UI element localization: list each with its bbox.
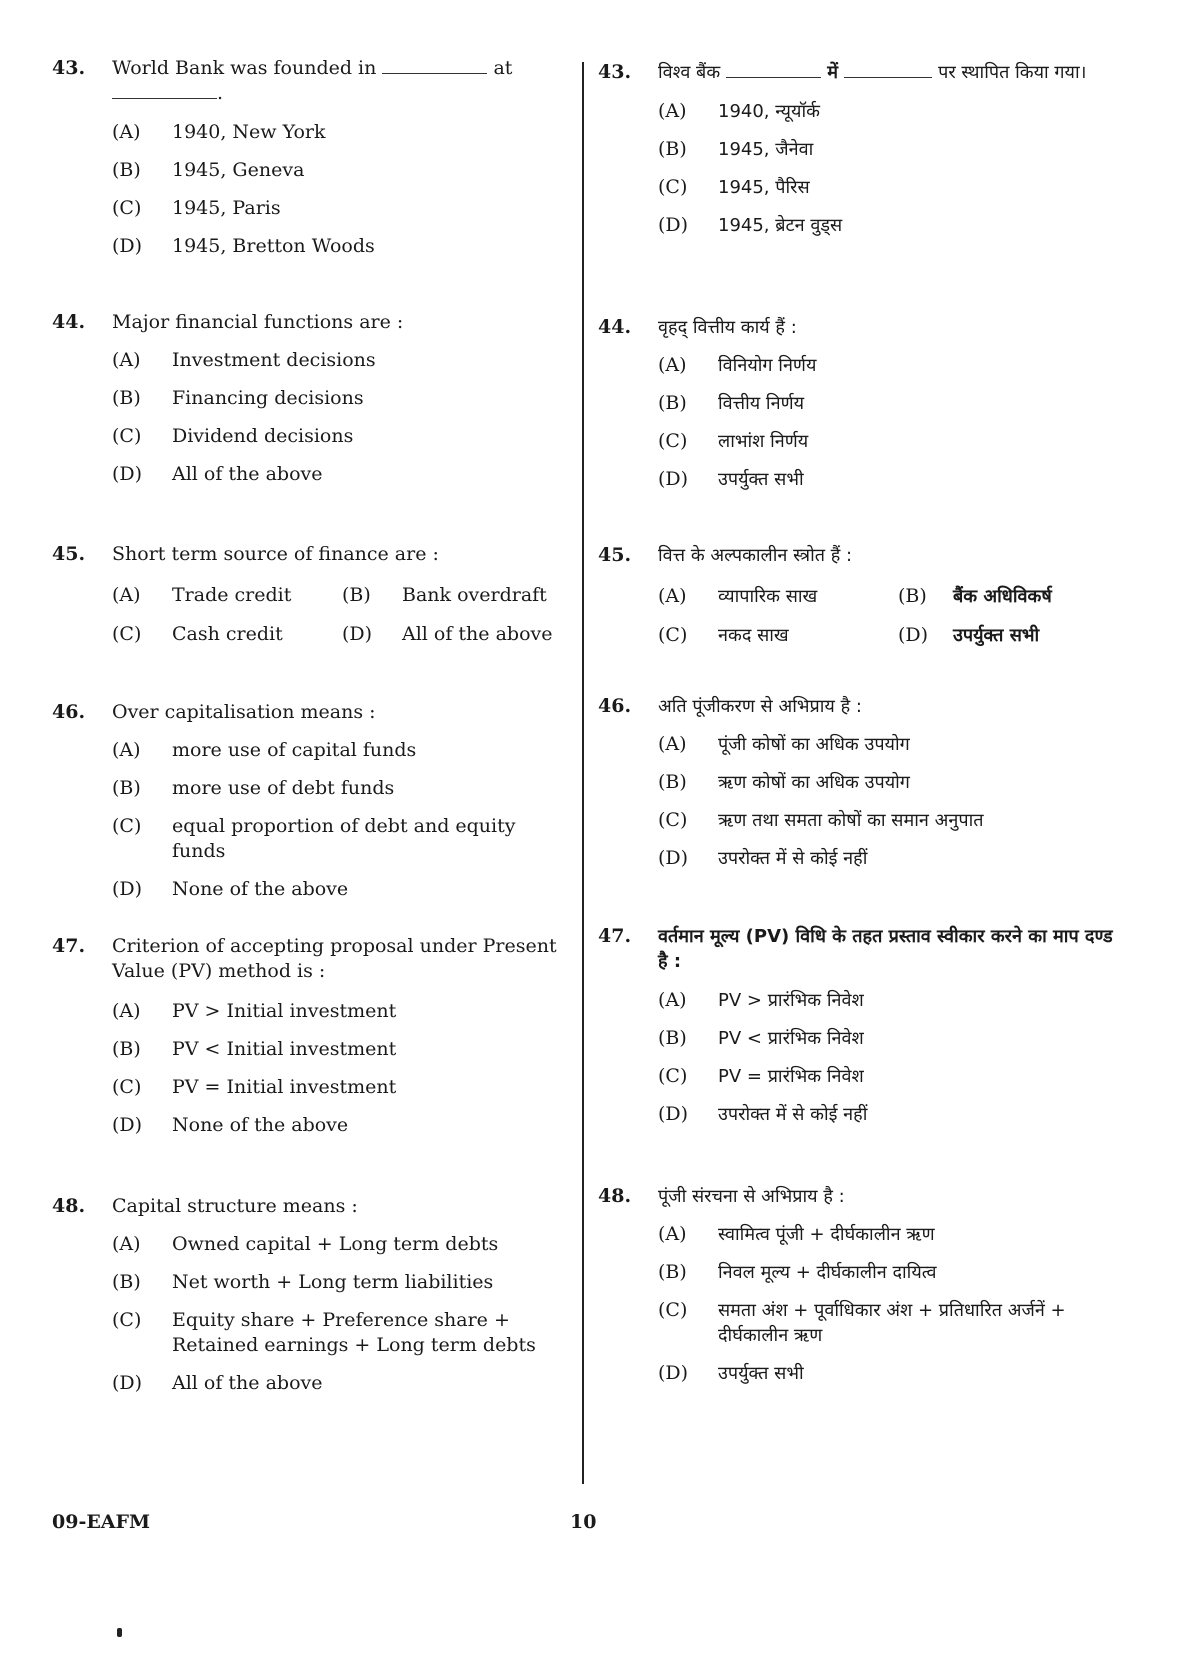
question-stem: [52, 700, 567, 725]
option-key: (C): [658, 624, 688, 646]
question-number: 44.: [598, 316, 632, 338]
option-key: (D): [658, 1103, 689, 1125]
option-key: (B): [658, 392, 687, 414]
option-key: (A): [658, 100, 687, 122]
option-text: ऋण तथा समता कोषों का समान अनुपात: [718, 810, 984, 831]
question-number: 48.: [598, 1185, 632, 1207]
option-text: 1945, जैनेवा: [718, 139, 814, 160]
option-key: (A): [658, 989, 687, 1011]
option: [598, 770, 1118, 795]
option-key: (D): [112, 235, 143, 257]
option-text: Dividend decisions: [172, 425, 354, 447]
option-text: उपर्युक्त सभी: [718, 469, 804, 490]
question-46-en: [52, 700, 567, 902]
option: [598, 175, 1118, 200]
answer-blank: [112, 82, 217, 99]
option-key: (C): [658, 809, 688, 831]
question-stem: [598, 315, 1118, 340]
option: [52, 776, 567, 801]
option-key: (B): [112, 387, 141, 409]
option: [598, 213, 1118, 238]
question-text: वृहद् वित्तीय कार्य हैं :: [658, 317, 797, 338]
option-key: (D): [658, 468, 689, 490]
question-text: विश्व बैंक: [658, 62, 721, 83]
question-stem: [598, 543, 1118, 568]
option: [598, 353, 1118, 378]
option-text: PV > Initial investment: [172, 1000, 397, 1022]
question-text: अति पूंजीकरण से अभिप्राय है :: [658, 696, 862, 717]
option: [52, 814, 567, 864]
option-key: (A): [112, 1233, 141, 1255]
option-key: (B): [658, 1261, 687, 1283]
question-stem: [598, 60, 1118, 85]
option: [52, 348, 567, 373]
question-48-hi: [598, 1184, 1118, 1386]
option-row: [598, 584, 1118, 609]
question-number: 46.: [598, 695, 632, 717]
option-text: विनियोग निर्णय: [718, 355, 817, 376]
option-key: (B): [898, 585, 927, 607]
option: [598, 1102, 1118, 1127]
question-stem: [598, 1184, 1118, 1209]
option-text: None of the above: [172, 878, 349, 900]
option-row: [598, 623, 1118, 648]
option: [52, 1308, 567, 1358]
option-text: Equity share + Preference share + Retained earnings + Long term debts: [172, 1309, 536, 1356]
option-text: None of the above: [172, 1114, 349, 1136]
option-key: (A): [112, 349, 141, 371]
option-text: All of the above: [172, 463, 323, 485]
option-key: (B): [112, 1038, 141, 1060]
answer-blank: [382, 57, 487, 74]
option-text: more use of capital funds: [172, 739, 417, 761]
question-number: 47.: [52, 935, 86, 957]
option: [52, 1371, 567, 1396]
ink-mark: [117, 1628, 122, 1637]
option-key: (C): [112, 1076, 142, 1098]
option-text: equal proportion of debt and equity funds: [172, 815, 516, 862]
option-text: उपरोक्त में से कोई नहीं: [718, 1104, 868, 1125]
option-text: लाभांश निर्णय: [718, 431, 809, 452]
option: [598, 1260, 1118, 1285]
question-stem: [52, 1194, 567, 1219]
option-key: (B): [658, 138, 687, 160]
option: [52, 1075, 567, 1100]
option-key: (D): [342, 623, 373, 645]
option-text: 1945, ब्रेटन वुड्स: [718, 215, 843, 236]
question-text: में: [827, 62, 839, 83]
option-text: PV > प्रारंभिक निवेश: [718, 990, 864, 1011]
question-47-en: [52, 934, 567, 1138]
option-key: (A): [658, 585, 687, 607]
option: [52, 877, 567, 902]
question-43-hi: [598, 60, 1118, 238]
question-stem: 43. World Bank was founded in at .: [52, 57, 513, 104]
option: [598, 1026, 1118, 1051]
question-number: 45.: [598, 544, 632, 566]
option: [52, 738, 567, 763]
question-number: 45.: [52, 543, 86, 565]
option-row: [52, 583, 567, 608]
question-text: पूंजी संरचना से अभिप्राय है :: [658, 1186, 845, 1207]
question-text: पर स्थापित किया गया।: [938, 62, 1087, 83]
option: [598, 1222, 1118, 1247]
question-46-hi: [598, 694, 1118, 871]
option-key: (B): [658, 771, 687, 793]
option-text: Trade credit: [172, 584, 292, 606]
question-number: 43.: [598, 61, 632, 83]
option-key: (B): [112, 777, 141, 799]
question-stem: [52, 542, 567, 567]
option-text: Net worth + Long term liabilities: [172, 1271, 494, 1293]
option-key: (A): [112, 739, 141, 761]
option-row: [52, 622, 567, 647]
question-45-en: [52, 542, 567, 647]
option: [52, 1232, 567, 1257]
option-key: (A): [658, 1223, 687, 1245]
question-47-hi: [598, 924, 1118, 1127]
answer-blank: [844, 61, 932, 78]
option-text: 1945, पैरिस: [718, 177, 810, 198]
option: [598, 1298, 1118, 1348]
question-text: World Bank was founded in: [112, 57, 377, 79]
option-text: निवल मूल्य + दीर्घकालीन दायित्व: [718, 1262, 937, 1283]
question-number: 47.: [598, 925, 632, 947]
option: [52, 386, 567, 411]
option: [52, 1270, 567, 1295]
option-text: व्यापारिक साख: [718, 586, 818, 607]
option-text: PV = Initial investment: [172, 1076, 397, 1098]
option-key: (B): [342, 584, 371, 606]
question-43-en: [52, 56, 567, 259]
option-text: Cash credit: [172, 623, 283, 645]
question-stem: [52, 934, 567, 984]
option-text: उपरोक्त में से कोई नहीं: [718, 848, 868, 869]
option: [598, 391, 1118, 416]
question-stem: [598, 694, 1118, 719]
option-text: PV < Initial investment: [172, 1038, 397, 1060]
option-key: (C): [658, 1065, 688, 1087]
question-text: Capital structure means :: [112, 1195, 358, 1217]
question-44-en: [52, 310, 567, 487]
question-number: 43.: [52, 57, 86, 79]
option-text: ऋण कोषों का अधिक उपयोग: [718, 772, 910, 793]
option-text: वित्तीय निर्णय: [718, 393, 805, 414]
option-text: more use of debt funds: [172, 777, 395, 799]
question-48-en: [52, 1194, 567, 1396]
option-key: (D): [112, 1372, 143, 1394]
page-number: 10: [570, 1511, 597, 1533]
option: [52, 1037, 567, 1062]
option-text: नकद साख: [718, 625, 789, 646]
question-text: Short term source of finance are :: [112, 543, 439, 565]
option-text: Financing decisions: [172, 387, 364, 409]
option-text: उपर्युक्त सभी: [718, 1363, 804, 1384]
option: [598, 808, 1118, 833]
option-key: (D): [658, 847, 689, 869]
answer-blank: [726, 61, 821, 78]
option-text: समता अंश + पूर्वाधिकार अंश + प्रतिधारित अर्जनें + दीर्घकालीन ऋण: [718, 1300, 1066, 1346]
option: [598, 1064, 1118, 1089]
option-key: (D): [112, 1114, 143, 1136]
question-text: Over capitalisation means :: [112, 701, 376, 723]
option: [52, 196, 567, 221]
option: [598, 429, 1118, 454]
option: [52, 120, 567, 145]
option: [598, 988, 1118, 1013]
option-key: (D): [658, 1362, 689, 1384]
option-text: बैंक अधिविकर्ष: [953, 586, 1052, 607]
paper-code: 09-EAFM: [52, 1511, 151, 1533]
option: [598, 137, 1118, 162]
option-text: 1940, न्यूयॉर्क: [718, 101, 820, 122]
option-text: PV = प्रारंभिक निवेश: [718, 1066, 864, 1087]
option: [598, 1361, 1118, 1386]
question-text: Criterion of accepting proposal under Present Value (PV) method is :: [112, 935, 557, 982]
option-text: स्वामित्व पूंजी + दीर्घकालीन ऋण: [718, 1224, 935, 1245]
option-key: (B): [658, 1027, 687, 1049]
option-text: Bank overdraft: [402, 584, 547, 606]
option-key: (A): [112, 1000, 141, 1022]
option: [598, 99, 1118, 124]
question-text: वित्त के अल्पकालीन स्त्रोत हैं :: [658, 545, 853, 566]
question-text: Major financial functions are :: [112, 311, 404, 333]
question-stem: [598, 924, 1118, 974]
option: [52, 1113, 567, 1138]
option: [598, 467, 1118, 492]
question-number: 46.: [52, 701, 86, 723]
question-text: at: [493, 57, 513, 79]
option-key: (A): [112, 121, 141, 143]
question-45-hi: [598, 543, 1118, 648]
column-divider: [582, 62, 584, 1484]
option-key: (D): [112, 463, 143, 485]
option-text: 1945, Paris: [172, 197, 281, 219]
question-44-hi: [598, 315, 1118, 492]
option: [52, 999, 567, 1024]
option-text: 1945, Geneva: [172, 159, 305, 181]
option-key: (D): [112, 878, 143, 900]
option-key: (C): [658, 430, 688, 452]
option-key: (A): [112, 584, 141, 606]
option: [598, 846, 1118, 871]
option-text: 1940, New York: [172, 121, 326, 143]
option-text: पूंजी कोषों का अधिक उपयोग: [718, 734, 910, 755]
option-key: (C): [112, 815, 142, 837]
option-text: All of the above: [172, 1372, 323, 1394]
option-text: Investment decisions: [172, 349, 376, 371]
option-key: (C): [112, 197, 142, 219]
option: [52, 234, 567, 259]
option: [598, 732, 1118, 757]
option-key: (B): [112, 159, 141, 181]
option-key: (C): [658, 1299, 688, 1321]
option-key: (A): [658, 354, 687, 376]
option-key: (C): [112, 623, 142, 645]
option: [52, 424, 567, 449]
option-text: All of the above: [402, 623, 553, 645]
option-key: (C): [658, 176, 688, 198]
option-key: (A): [658, 733, 687, 755]
option-key: (B): [112, 1271, 141, 1293]
option: [52, 462, 567, 487]
question-stem: [52, 310, 567, 335]
question-text: वर्तमान मूल्य (PV) विधि के तहत प्रस्ताव स्वीकार करने का माप दण्ड है :: [658, 926, 1113, 972]
option-text: उपर्युक्त सभी: [953, 625, 1040, 646]
question-number: 48.: [52, 1195, 86, 1217]
option-text: Owned capital + Long term debts: [172, 1233, 499, 1255]
option-key: (C): [112, 425, 142, 447]
option-key: (D): [658, 214, 689, 236]
option-key: (C): [112, 1309, 142, 1331]
option-text: PV < प्रारंभिक निवेश: [718, 1028, 864, 1049]
option-key: (D): [898, 624, 929, 646]
question-number: 44.: [52, 311, 86, 333]
option: [52, 158, 567, 183]
option-text: 1945, Bretton Woods: [172, 235, 375, 257]
